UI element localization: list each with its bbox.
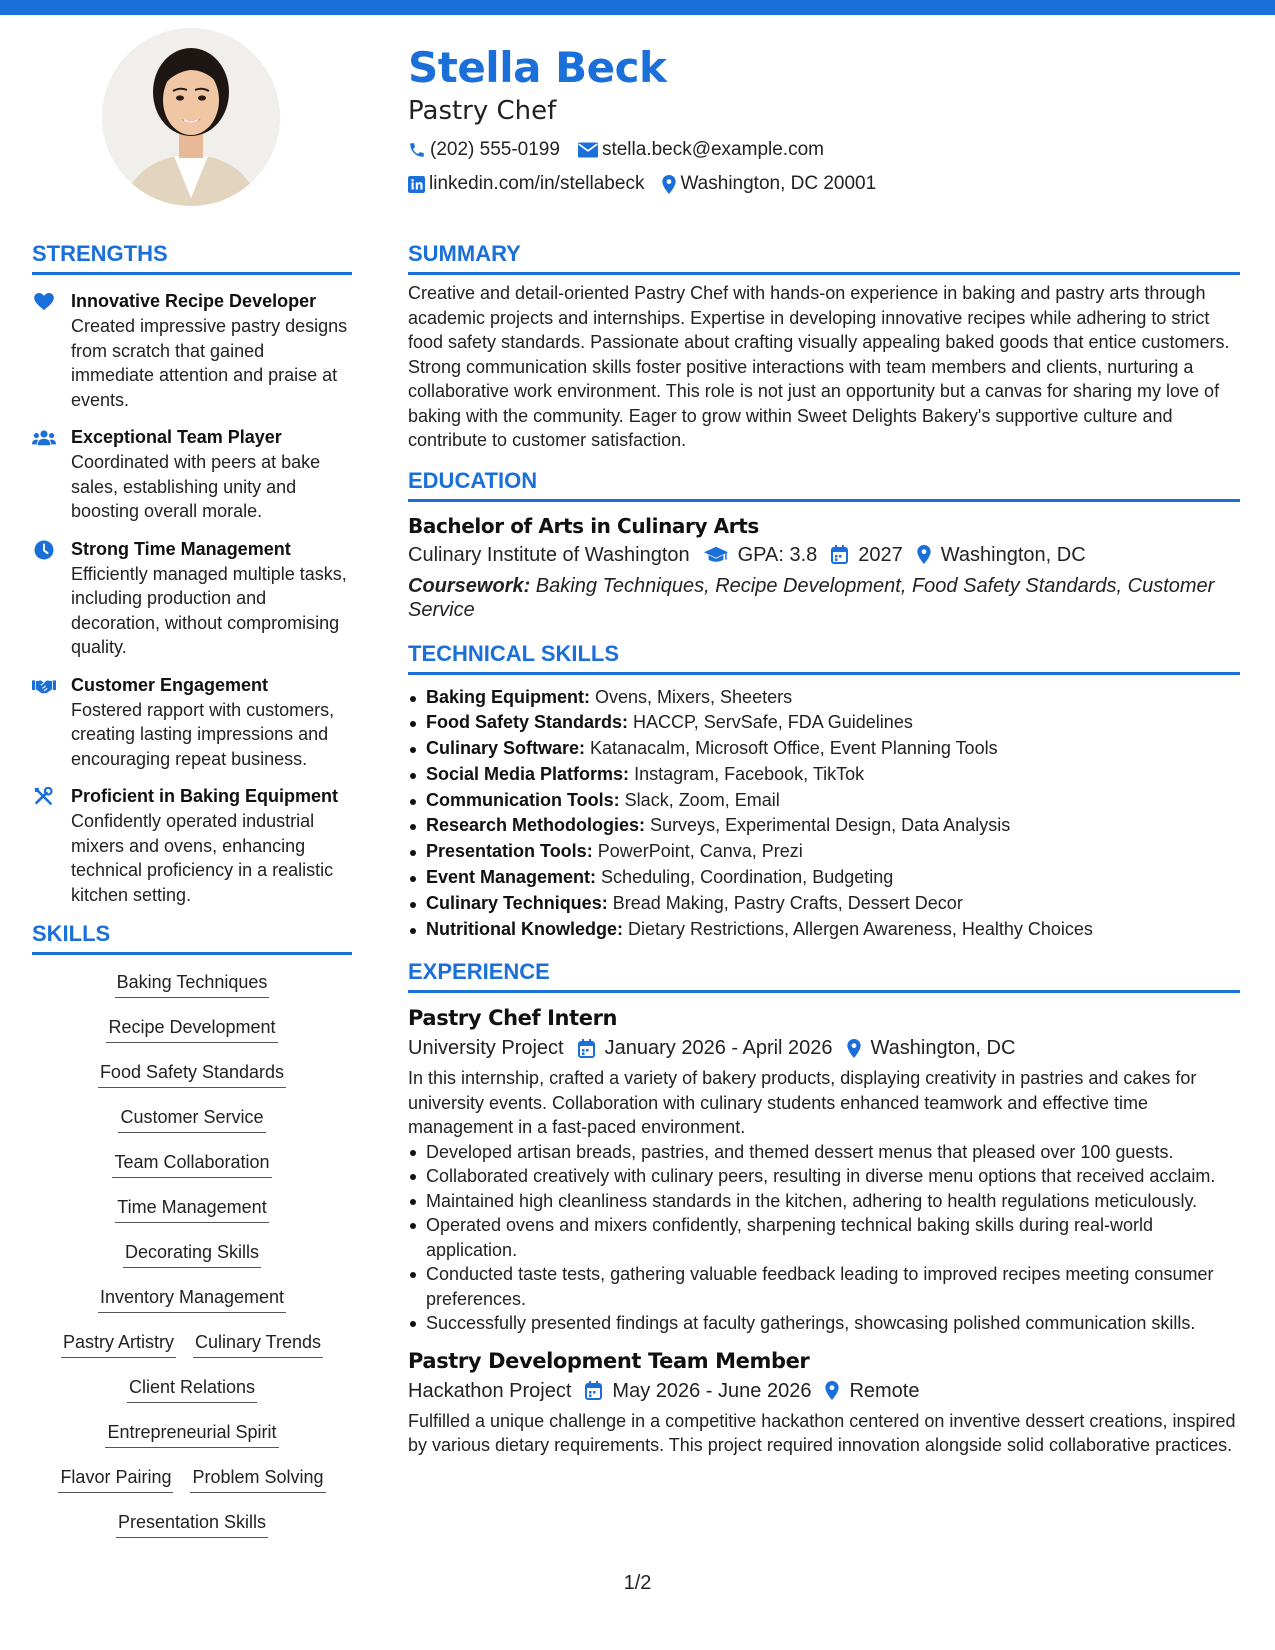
right-column [408, 240, 1240, 1468]
summary-heading: SUMMARY [408, 240, 1240, 275]
strength-description: Fostered rapport with customers, creating lasting impressions and encouraging repeat business. [71, 699, 335, 769]
skill-row [32, 1329, 352, 1374]
technical-skill-item [408, 762, 1240, 788]
experience-entry [408, 1346, 1240, 1458]
experience-bullet: Successfully presented findings at faculty gatherings, showcasing polished communication skills. [408, 1311, 1240, 1336]
skill-row [32, 1374, 352, 1419]
skill-row [32, 969, 352, 1014]
profile-photo [102, 28, 280, 206]
strengths-heading: STRENGTHS [32, 240, 352, 275]
skill-row [32, 1464, 352, 1509]
skill-tag: Customer Service [118, 1104, 265, 1133]
calendar-icon [578, 1039, 595, 1058]
technical-skill-value: Dietary Restrictions, Allergen Awareness, Healthy Choices [623, 918, 1093, 939]
experience-location [847, 1033, 1016, 1063]
skill-tag: Presentation Skills [116, 1509, 268, 1538]
technical-skill-label: Event Management: [426, 867, 597, 888]
experience-dates [578, 1033, 833, 1063]
technical-skill-value: Ovens, Mixers, Sheeters [590, 686, 793, 707]
edu-location-text: Washington, DC [940, 543, 1086, 566]
experience-title: Pastry Development Team Member [408, 1348, 810, 1373]
technical-skill-value: HACCP, ServSafe, FDA Guidelines [628, 712, 913, 733]
technical-skill-label: Presentation Tools: [426, 841, 593, 862]
technical-skill-label: Communication Tools: [426, 789, 620, 810]
education-meta [408, 540, 1240, 570]
email-text: stella.beck@example.com [601, 139, 824, 160]
experience-bullet: Maintained high cleanliness standards in the kitchen, adhering to health regulations meticulously. [408, 1189, 1240, 1214]
skill-tag: Client Relations [127, 1374, 257, 1403]
email-contact[interactable] [578, 139, 824, 161]
location-pin-icon [917, 545, 931, 564]
phone-icon [408, 141, 426, 159]
technical-skill-item [408, 839, 1240, 865]
graduation-cap-icon [704, 546, 728, 564]
strength-description: Coordinated with peers at bake sales, establishing unity and boosting overall morale. [71, 452, 321, 521]
skill-tag: Food Safety Standards [98, 1059, 286, 1088]
phone-text: (202) 555-0199 [430, 139, 560, 160]
technical-skill-value: Scheduling, Coordination, Budgeting [596, 867, 894, 888]
skill-row [32, 1014, 352, 1059]
technical-skills-heading: TECHNICAL SKILLS [408, 640, 1240, 675]
experience-meta [408, 1376, 1240, 1406]
grad-year [831, 540, 903, 570]
linkedin-icon [408, 176, 425, 193]
technical-skill-value: Katanacalm, Microsoft Office, Event Planning Tools [585, 738, 998, 759]
skills-list [32, 965, 352, 1554]
education-heading: EDUCATION [408, 467, 1240, 502]
coursework-label: Coursework: [408, 574, 531, 597]
technical-skill-label: Culinary Techniques: [426, 892, 608, 913]
gpa-text: GPA: 3.8 [737, 543, 818, 566]
skill-tag: Decorating Skills [123, 1239, 261, 1268]
location-text: Washington, DC 20001 [680, 173, 877, 194]
experience-bullet: Conducted taste tests, gathering valuable feedback leading to improved recipes meeting consumer preferences. [408, 1262, 1240, 1311]
contact-row-2 [408, 168, 1228, 200]
experience-title: Pastry Chef Intern [408, 1006, 618, 1031]
technical-skill-label: Food Safety Standards: [426, 712, 629, 733]
school-text: Culinary Institute of Washington [408, 543, 690, 566]
resume-header [408, 42, 1228, 200]
skill-row [32, 1104, 352, 1149]
strength-item [32, 784, 352, 907]
strength-item [32, 673, 352, 772]
skill-row [32, 1149, 352, 1194]
location-pin-icon [825, 1381, 839, 1400]
technical-skill-item [408, 736, 1240, 762]
year-text: 2027 [858, 543, 903, 566]
coursework-list: Baking Techniques, Recipe Development, Food Safety Standards, Customer Service [408, 574, 1215, 621]
experience-org [408, 1376, 571, 1406]
skills-heading: SKILLS [32, 920, 352, 955]
top-accent-bar [0, 0, 1275, 15]
experience-org-text: University Project [408, 1037, 564, 1060]
technical-skill-label: Nutritional Knowledge: [426, 918, 623, 939]
experience-description: In this internship, crafted a variety of bakery products, displaying creativity in pastries and cakes for university events. Collaboration with culinary students enhanced teamwork and effective time management in a fast-paced environment. [408, 1068, 1197, 1138]
experience-location [825, 1376, 919, 1406]
location-contact [662, 173, 876, 195]
technical-skill-label: Culinary Software: [426, 738, 586, 759]
calendar-icon [585, 1381, 602, 1400]
skill-tag: Team Collaboration [112, 1149, 271, 1178]
location-pin-icon [662, 175, 676, 194]
skill-tag: Pastry Artistry [61, 1329, 176, 1358]
technical-skill-item [408, 865, 1240, 891]
strength-item [32, 425, 352, 524]
technical-skill-value: Bread Making, Pastry Crafts, Dessert Decor [607, 892, 963, 913]
phone-contact[interactable] [408, 139, 560, 161]
experience-bullets [408, 1140, 1240, 1336]
technical-skill-value: Slack, Zoom, Email [619, 789, 780, 810]
skill-tag: Inventory Management [98, 1284, 286, 1313]
linkedin-contact[interactable] [408, 173, 644, 195]
strength-title: Proficient in Baking Equipment [71, 786, 339, 806]
skill-tag: Recipe Development [106, 1014, 277, 1043]
degree-title: Bachelor of Arts in Culinary Arts [408, 513, 759, 538]
strength-item [32, 289, 352, 412]
experience-dates-text: January 2026 - April 2026 [604, 1037, 833, 1060]
skill-tag: Problem Solving [190, 1464, 325, 1493]
technical-skill-value: PowerPoint, Canva, Prezi [592, 841, 803, 862]
experience-bullet: Collaborated creatively with culinary peers, resulting in diverse menu options that received acclaim. [408, 1164, 1240, 1189]
strength-description: Efficiently managed multiple tasks, including production and decoration, without compromising quality. [71, 563, 347, 657]
edu-location [917, 540, 1086, 570]
experience-dates [585, 1376, 811, 1406]
heart-icon [32, 291, 56, 313]
skill-tag: Culinary Trends [193, 1329, 323, 1358]
experience-location-text: Washington, DC [870, 1037, 1016, 1060]
strength-item [32, 537, 352, 660]
skill-tag: Entrepreneurial Spirit [105, 1419, 278, 1448]
calendar-icon [831, 545, 848, 564]
experience-org [408, 1033, 564, 1063]
users-icon [32, 427, 56, 449]
strength-title: Innovative Recipe Developer [71, 291, 317, 311]
technical-skill-value: Surveys, Experimental Design, Data Analysis [645, 815, 1011, 836]
strengths-list [32, 285, 352, 907]
clock-icon [32, 539, 56, 561]
skill-row [32, 1419, 352, 1464]
skill-row [32, 1194, 352, 1239]
skill-row [32, 1239, 352, 1284]
candidate-name: Stella Beck [408, 43, 667, 92]
technical-skill-item [408, 813, 1240, 839]
coursework [408, 574, 1240, 622]
technical-skill-item [408, 788, 1240, 814]
handshake-icon [32, 675, 56, 697]
technical-skill-item [408, 710, 1240, 736]
technical-skills-list [408, 685, 1240, 943]
skill-row [32, 1509, 352, 1554]
experience-org-text: Hackathon Project [408, 1379, 572, 1402]
experience-bullet: Operated ovens and mixers confidently, sharpening technical baking skills during real-world application. [408, 1213, 1240, 1262]
experience-list [408, 1003, 1240, 1458]
location-pin-icon [847, 1039, 861, 1058]
technical-skill-item [408, 917, 1240, 943]
experience-bullet: Developed artisan breads, pastries, and themed dessert menus that pleased over 100 guests. [408, 1140, 1240, 1165]
skill-tag: Baking Techniques [115, 969, 270, 998]
technical-skill-label: Social Media Platforms: [426, 763, 630, 784]
summary-text: Creative and detail-oriented Pastry Chef with hands-on experience in baking and pastry arts through academic projects and internships. Expertise in developing innovative recipes while adhering to strict food safety standards. Passionate about crafting visually appealing baked goods that entice customers. Strong communication skills foster positive interactions with team members and clients, nurturing a collaborative work environment. This role is not just an opportunity but a canvas for sharing my love of baking with the community. Eager to grow within Sweet Delights Bakery's supportive culture and contribute to customer satisfaction. [408, 283, 1230, 450]
technical-skill-label: Baking Equipment: [426, 686, 591, 707]
experience-description: Fulfilled a unique challenge in a competitive hackathon centered on inventive dessert creations, inspired by various dietary requirements. This project required innovation alongside solid collaborative practices. [408, 1410, 1236, 1456]
job-title: Pastry Chef [408, 96, 557, 126]
experience-location-text: Remote [849, 1379, 920, 1402]
technical-skill-item [408, 891, 1240, 917]
strength-description: Created impressive pastry designs from scratch that gained immediate attention and praise at events. [71, 316, 348, 410]
experience-heading: EXPERIENCE [408, 958, 1240, 993]
contact-row-1 [408, 134, 1228, 166]
skill-row [32, 1284, 352, 1329]
page-number: 1/2 [623, 1572, 652, 1594]
experience-dates-text: May 2026 - June 2026 [612, 1379, 812, 1402]
skill-tag: Flavor Pairing [58, 1464, 173, 1493]
skill-row [32, 1059, 352, 1104]
technical-skill-item [408, 685, 1240, 711]
strength-title: Exceptional Team Player [71, 427, 282, 447]
experience-meta [408, 1033, 1240, 1063]
strength-description: Confidently operated industrial mixers and ovens, enhancing technical proficiency in a realistic kitchen setting. [71, 811, 334, 905]
linkedin-text: linkedin.com/in/stellabeck [429, 173, 645, 194]
school-name [408, 540, 690, 570]
email-icon [578, 142, 598, 158]
tools-icon [32, 786, 56, 808]
technical-skill-value: Instagram, Facebook, TikTok [629, 763, 865, 784]
left-column [32, 240, 352, 1554]
strength-title: Customer Engagement [71, 674, 269, 695]
experience-entry [408, 1003, 1240, 1336]
strength-title: Strong Time Management [71, 538, 291, 559]
skill-tag: Time Management [115, 1194, 268, 1223]
technical-skill-label: Research Methodologies: [426, 815, 646, 836]
gpa [704, 540, 818, 570]
